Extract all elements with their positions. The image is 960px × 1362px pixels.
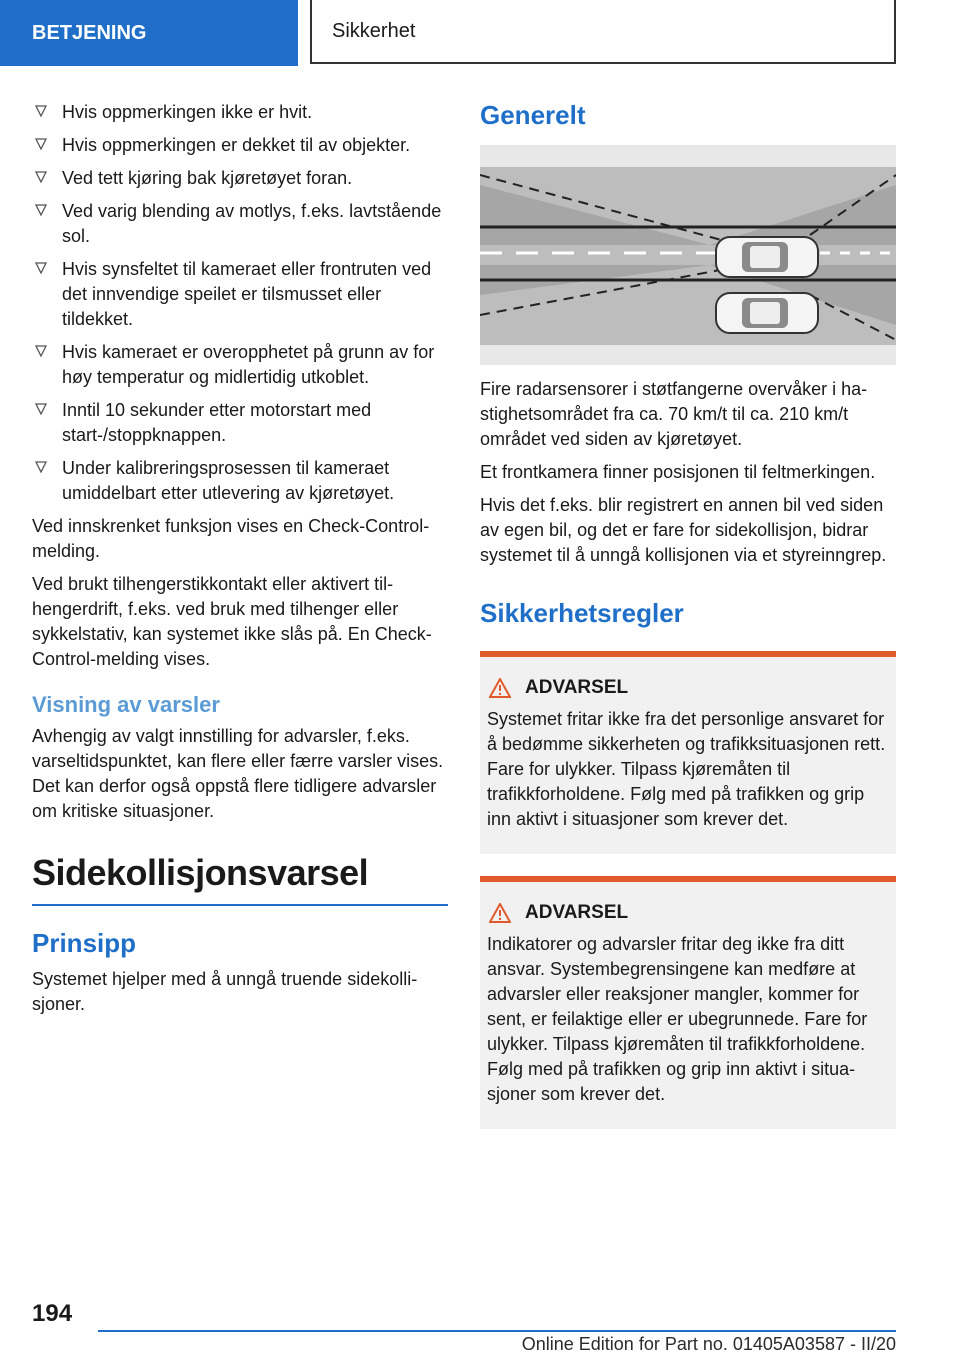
radar-diagram — [480, 145, 896, 365]
list-item — [32, 398, 448, 448]
page-title: Sidekollisjonsvarsel — [32, 852, 448, 906]
visning-heading: Visning av varsler — [32, 692, 220, 717]
radar-illustration — [480, 145, 896, 365]
triangle-bullet-icon — [35, 345, 47, 357]
warning-box — [480, 876, 896, 1129]
radar-paragraph: Fire radarsensorer i støtfangerne overvåker i hastighetsområdet fra ca. 70 km/t til ca. 210 km/t området ved siden av kjøretøyet. — [480, 379, 868, 449]
list-item — [32, 199, 448, 249]
chapter-title: Sikkerhet — [332, 19, 416, 42]
triangle-bullet-icon — [35, 171, 47, 183]
chapter-header — [310, 0, 896, 64]
right-column — [480, 100, 896, 1129]
list-item-text: Hvis oppmerkingen er dekket til av objekter. — [62, 135, 411, 155]
section-tab — [0, 0, 298, 66]
left-column — [32, 100, 448, 1025]
collision-paragraph: Hvis det f.eks. blir registrert en annen bil ved siden av egen bil, og det er fare for sidekollisjon, bidrar systemet til å unngå kollisjonen via et styreinngrep. — [480, 495, 887, 565]
warning-triangle-icon — [489, 903, 511, 923]
prinsipp-paragraph: Systemet hjelper med å unngå truende sidekollisjoner. — [32, 969, 418, 1014]
list-item — [32, 100, 448, 125]
warning-box — [480, 651, 896, 854]
check-control-paragraph: Ved innskrenket funksjon vises en Check-Control-melding. — [32, 516, 430, 561]
warning-title: ADVARSEL — [525, 902, 629, 923]
trailer-paragraph: Ved brukt tilhengerstikkontakt eller aktivert tilhengerdrift, f.eks. ved bruk med tilhenger eller sykkelstativ, kan systemet ikke slås på. En Check-Control-melding vises. — [32, 574, 432, 669]
camera-paragraph: Et frontkamera finner posisjonen til feltmerkingen. — [480, 462, 876, 482]
list-item-text: Ved tett kjøring bak kjøretøyet foran. — [62, 168, 353, 188]
list-item — [32, 340, 448, 390]
triangle-bullet-icon — [35, 461, 47, 473]
list-item — [32, 257, 448, 332]
list-item-text: Inntil 10 sekunder etter motorstart med start-/stoppknappen. — [62, 400, 372, 445]
ego-car-icon — [716, 237, 818, 277]
warning-triangle-icon — [489, 678, 511, 698]
warning-text: Indikatorer og advarsler fritar deg ikke fra ditt ansvar. Systembegrensingene kan medføre at advarsler eller reaksjoner mangler, kommer for sent, er feilaktige eller er ubegrunnede. Fare for ulykker. Tilpass kjøremåten til trafikkforholdene. Følg med på trafikken og grip inn aktivt i situasjoner som krever det. — [487, 934, 868, 1104]
list-item-text: Hvis kameraet er overopphetet på grunn av for høy temperatur og midlertidig utkoblet. — [62, 342, 435, 387]
footer-divider — [98, 1330, 896, 1332]
edition-note: Online Edition for Part no. 01405A03587 - II/20 — [521, 1334, 896, 1354]
warning-text: Systemet fritar ikke fra det personlige ansvaret for å bedømme sikkerheten og trafikksituasjonen rett. Fare for ulykker. Tilpass kjøremåten til trafikkforholdene. Følg med på trafikken og grip inn aktivt i situasjoner som krever det. — [487, 709, 886, 829]
triangle-bullet-icon — [35, 105, 47, 117]
visning-paragraph: Avhengig av valgt innstilling for advarsler, f.eks. varseltidspunktet, kan flere eller færre varsler vises. Det kan derfor også oppstå flere tidligere advarsler om kritiske situasjoner. — [32, 726, 444, 821]
list-item-text: Hvis oppmerkingen ikke er hvit. — [62, 102, 313, 122]
triangle-bullet-icon — [35, 262, 47, 274]
list-item — [32, 166, 448, 191]
list-item-text: Under kalibreringsprosessen til kameraet umiddelbart etter utlevering av kjøretøyet. — [62, 458, 395, 503]
generelt-heading: Generelt — [480, 100, 586, 130]
adjacent-car-icon — [716, 293, 818, 333]
list-item-text: Ved varig blending av motlys, f.eks. lavtstående sol. — [62, 201, 442, 246]
page-number: 194 — [32, 1300, 73, 1327]
list-item-text: Hvis synsfeltet til kameraet eller frontruten ved det innvendige speilet er tilsmusset eller tildekket. — [62, 259, 432, 329]
limitations-list — [32, 100, 448, 506]
list-item — [32, 456, 448, 506]
section-title: BETJENING — [32, 21, 147, 44]
prinsipp-heading: Prinsipp — [32, 928, 137, 958]
sikkerhet-heading: Sikkerhetsregler — [480, 598, 684, 628]
warning-header — [487, 902, 888, 924]
list-item — [32, 133, 448, 158]
triangle-bullet-icon — [35, 403, 47, 415]
triangle-bullet-icon — [35, 138, 47, 150]
triangle-bullet-icon — [35, 204, 47, 216]
warning-title: ADVARSEL — [525, 677, 629, 698]
warning-header — [487, 677, 888, 699]
